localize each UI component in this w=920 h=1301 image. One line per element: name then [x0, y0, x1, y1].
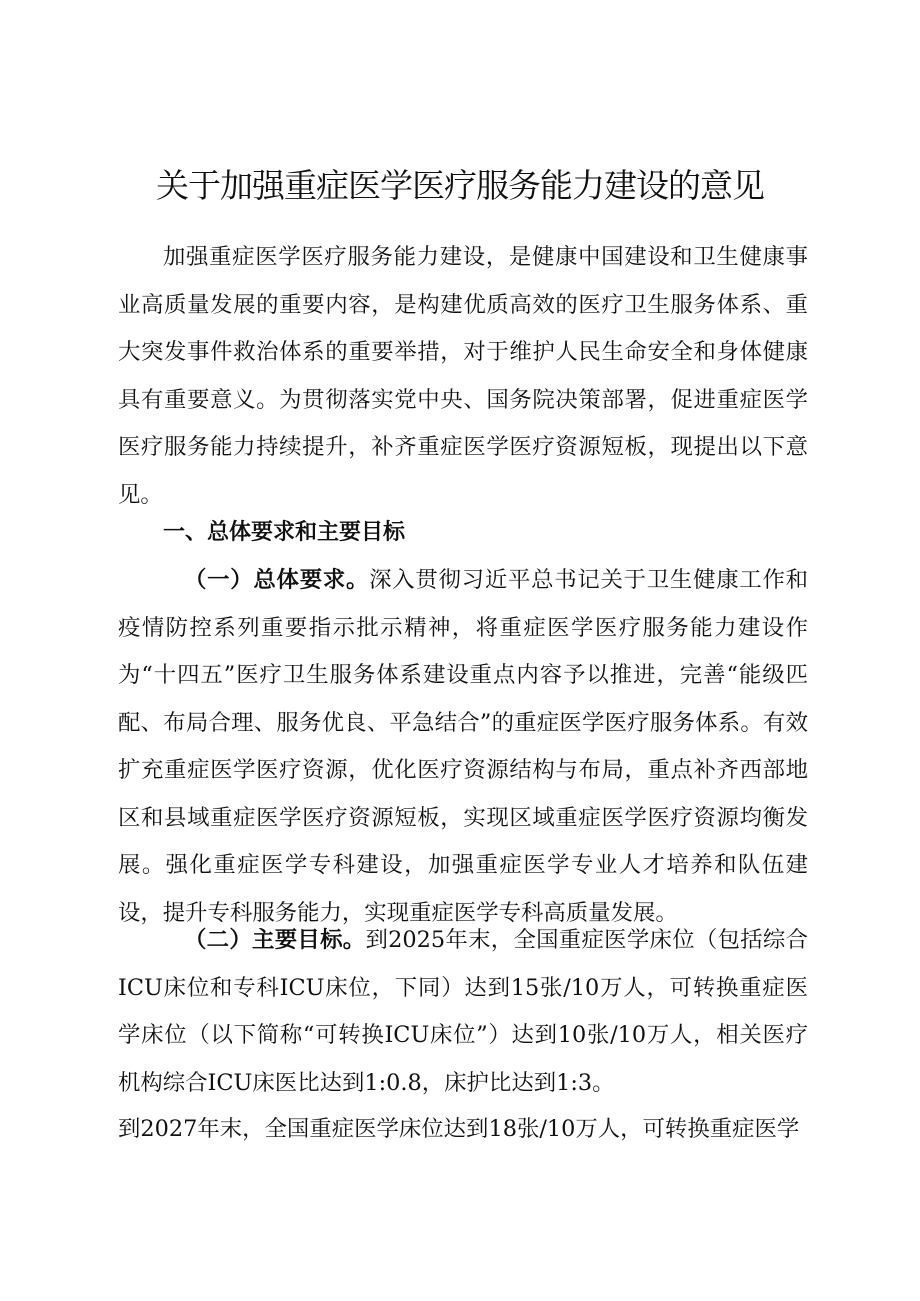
main-goals-label: （二）主要目标。: [184, 927, 366, 953]
intro-paragraph: 加强重症医学医疗服务能力建设，是健康中国建设和卫生健康事业高质量发展的重要内容，是构建优质高效的医疗卫生服务体系、重大突发事件救治体系的重要举措，对于维护人民生命安全和身体健康具有重要意义。为贯彻落实党中央、国务院决策部署，促进重症医学医疗服务能力持续提升，补齐重症医学医疗资源短板，现提出以下意见。: [118, 244, 808, 508]
main-goals-paragraph: [118, 917, 808, 1107]
main-goals-text: 到2025年末，全国重症医学床位（包括综合ICU床位和专科ICU床位，下同）达到15张/10万人，可转换重症医学床位（以下简称“可转换ICU床位”）达到10张/10万人，相关医疗机构综合ICU床医比达到1:0.8，床护比达到1:3。: [118, 927, 809, 1096]
document-title: 关于加强重症医学医疗服务能力建设的意见: [156, 166, 764, 205]
general-requirements-paragraph: [118, 557, 808, 937]
goals-2027-paragraph: 到2027年末，全国重症医学床位达到18张/10万人，可转换重症医学: [118, 1116, 800, 1142]
general-requirements-label: （一）总体要求。: [184, 567, 370, 593]
general-requirements-text: 深入贯彻习近平总书记关于卫生健康工作和疫情防控系列重要指示批示精神，将重症医学医疗服务能力建设作为“十四五”医疗卫生服务体系建设重点内容予以推进，完善“能级匹配、布局合理、服务优良、平急结合”的重症医学医疗服务体系。有效扩充重症医学医疗资源，优化医疗资源结构与布局，重点补齐西部地区和县域重症医学医疗资源短板，实现区域重症医学医疗资源均衡发展。强化重症医学专科建设，加强重症医学专业人才培养和队伍建设，提升专科服务能力，实现重症医学专科高质量发展。: [118, 567, 809, 926]
section-heading: 一、总体要求和主要目标: [163, 520, 406, 545]
